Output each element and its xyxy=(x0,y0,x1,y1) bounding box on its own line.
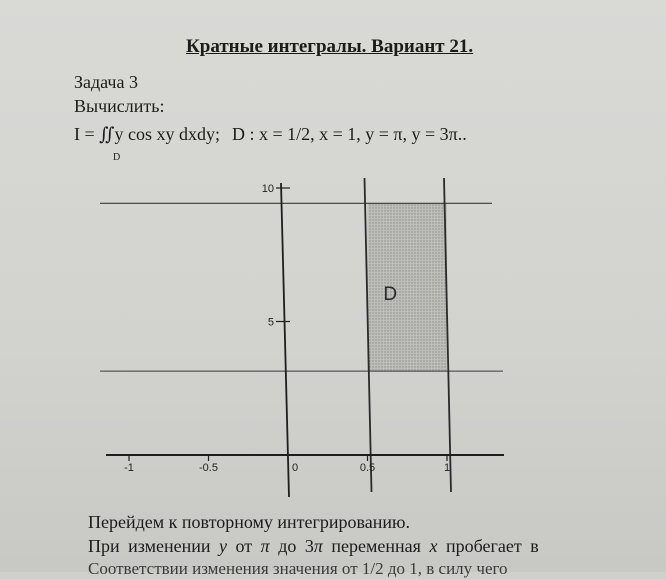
integral-subscript: D xyxy=(113,152,121,163)
y-tick-label: 10 xyxy=(261,183,274,195)
paragraph-cutoff: Соответствии изменения значения от 1/2 до 1, в силу чего xyxy=(88,559,508,578)
x-tick-label: 0.5 xyxy=(359,462,376,474)
paragraph-repeated-integration: Перейдем к повторному интегрированию. xyxy=(88,512,410,532)
x-tick-label: -1 xyxy=(124,462,134,474)
x-tick-label: -0.5 xyxy=(199,462,218,474)
y-tick-label: 5 xyxy=(267,316,274,329)
shaded-region-d xyxy=(368,203,448,371)
task-instruction: Вычислить: xyxy=(74,96,165,116)
region-definition: D : x = 1/2, x = 1, y = π, y = 3π.. xyxy=(231,124,467,144)
y-axis xyxy=(281,183,289,497)
paragraph-variable-range: При изменении y от π до 3π переменная x пробегает в xyxy=(88,536,539,556)
integral-expression: I = ∬y cos xy dxdy; xyxy=(74,124,220,144)
task-number: Задача 3 xyxy=(74,72,138,92)
document-title: Кратные интегралы. Вариант 21. xyxy=(186,36,474,57)
x-tick-label: 1 xyxy=(443,462,451,474)
region-label-d: D xyxy=(383,284,398,306)
x-tick-label: 0 xyxy=(292,462,299,474)
